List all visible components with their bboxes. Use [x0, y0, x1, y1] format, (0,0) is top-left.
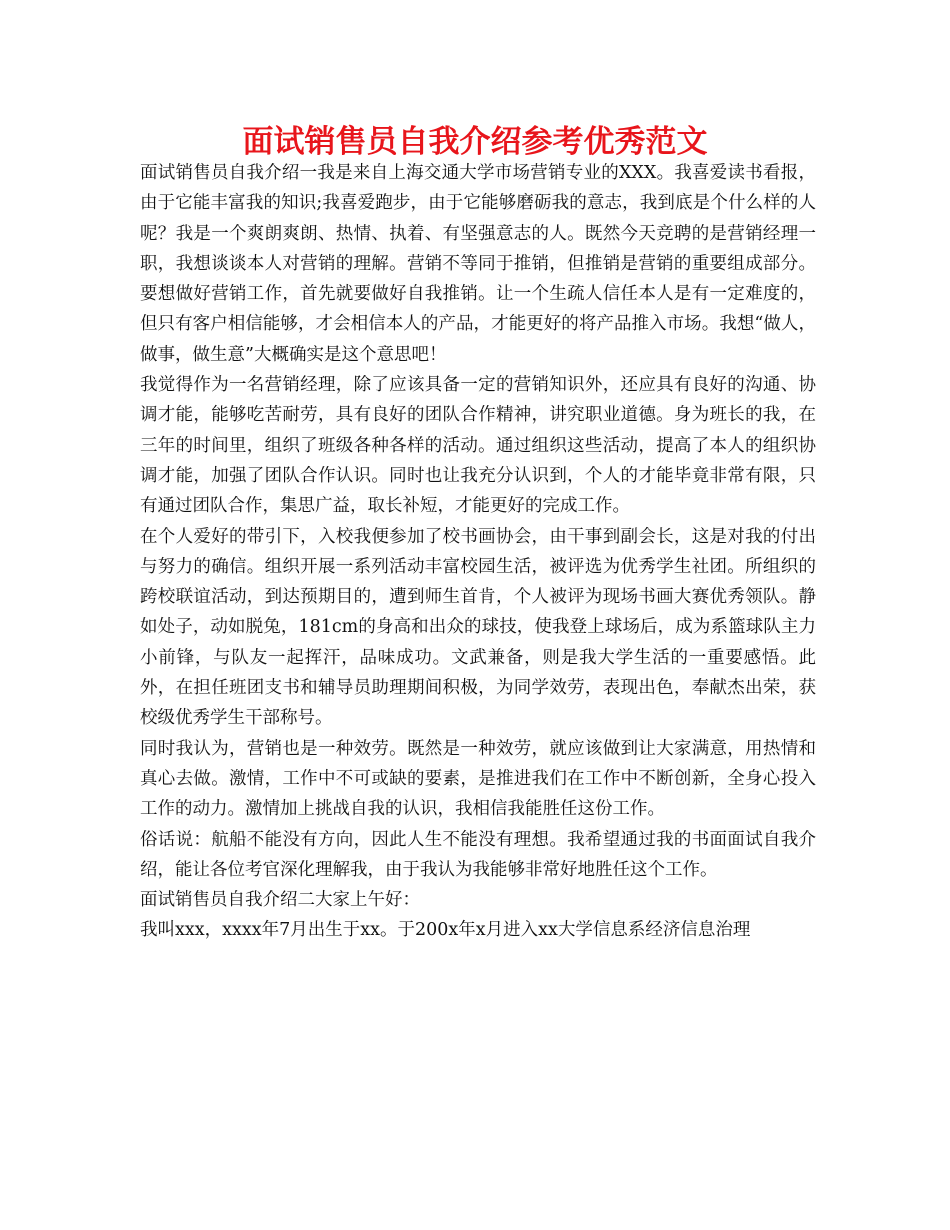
paragraph: 面试销售员自我介绍一我是来自上海交通大学市场营销专业的XXX。我喜爱读书看报，由于它能丰富我的知识;我喜爱跑步，由于它能够磨砺我的意志，我到底是个什么样的人呢？我是一个爽朗爽朗、热情、执着、有坚强意志的人。既然今天竞聘的是营销经理一职，我想谈谈本人对营销的理解。营销不等同于推销，但推销是营销的重要组成部分。要想做好营销工作，首先就要做好自我推销。让一个生疏人信任本人是有一定难度的，但只有客户相信能够，才会相信本人的产品，才能更好的将产品推入市场。我想“做人，做事，做生意”大概确实是这个意思吧！	[140, 163, 816, 365]
paragraph: 俗话说：航船不能没有方向，因此人生不能没有理想。我希望通过我的书面面试自我介绍，能让各位考官深化理解我，由于我认为我能够非常好地胜任这个工作。	[140, 829, 816, 880]
paragraph: 在个人爱好的带引下，入校我便参加了校书画协会，由干事到副会长，这是对我的付出与努力的确信。组织开展一系列活动丰富校园生活，被评选为优秀学生社团。所组织的跨校联谊活动，到达预期目的，遭到师生首肯，个人被评为现场书画大赛优秀领队。静如处子，动如脱兔，181cm的身高和出众的球技，使我登上球场后，成为系篮球队主力小前锋，与队友一起挥汗，品味成功。文武兼备，则是我大学生活的一重要感悟。此外，在担任班团支书和辅导员助理期间积极，为同学效劳，表现出色，奉献杰出荣，获校级优秀学生干部称号。	[140, 526, 816, 729]
paragraph: 我觉得作为一名营销经理，除了应该具备一定的营销知识外，还应具有良好的沟通、协调才能，能够吃苦耐劳，具有良好的团队合作精神，讲究职业道德。身为班长的我，在三年的时间里，组织了班级各种各样的活动。通过组织这些活动，提高了本人的组织协调才能，加强了团队合作认识。同时也让我充分认识到，个人的才能毕竟非常有限，只有通过团队合作，集思广益，取长补短，才能更好的完成工作。	[140, 375, 816, 517]
paragraph: 同时我认为，营销也是一种效劳。既然是一种效劳，就应该做到让大家满意，用热情和真心去做。激情，工作中不可或缺的要素，是推进我们在工作中不断创新，全身心投入工作的动力。激情加上挑战自我的认识，我相信我能胜任这份工作。	[140, 738, 816, 820]
paragraph: 面试销售员自我介绍二大家上午好：	[140, 890, 420, 911]
document-title: 面试销售员自我介绍参考优秀范文	[242, 124, 708, 160]
document-body	[140, 158, 816, 946]
paragraph: 我叫xxx，xxxx年7月出生于xx。于200x年x月进入xx大学信息系经济信息治理	[140, 920, 751, 941]
